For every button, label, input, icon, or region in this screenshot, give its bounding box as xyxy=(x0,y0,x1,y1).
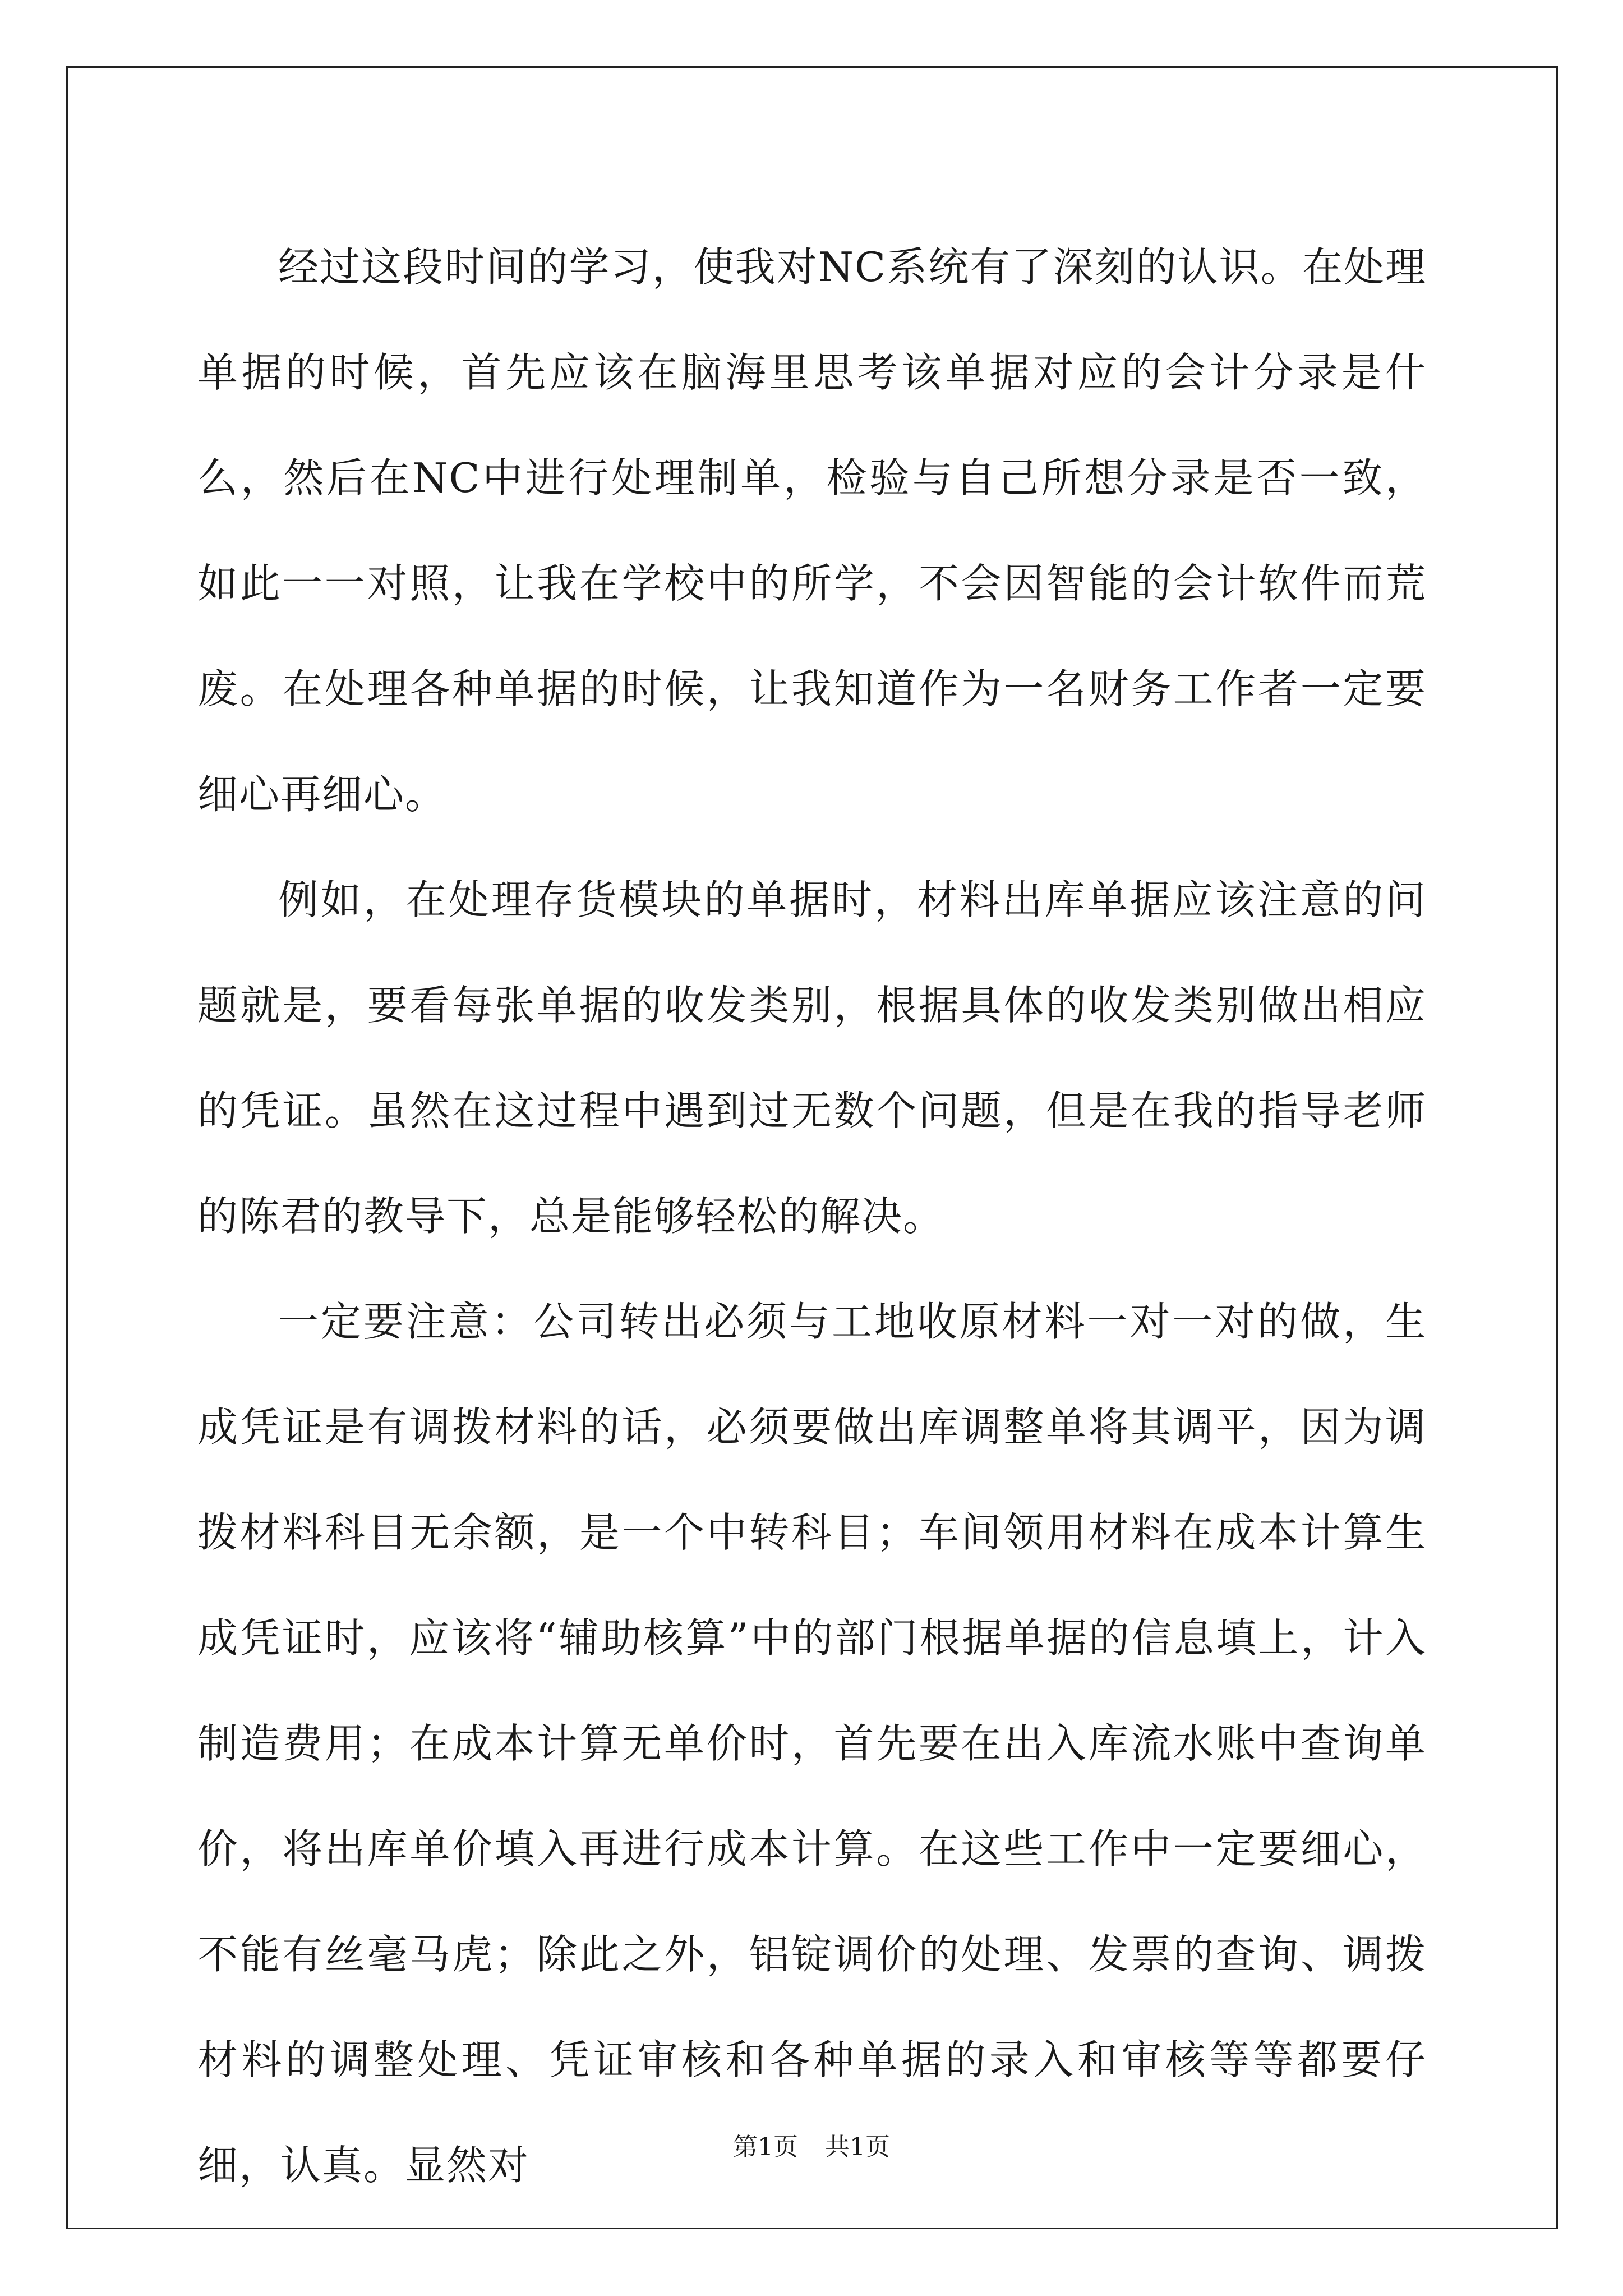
page-total: 共1页 xyxy=(825,2133,890,2161)
page-number: 第1页 xyxy=(733,2133,798,2161)
page-footer xyxy=(0,2131,1623,2164)
paragraph-1: 经过这段时间的学习，使我对NC系统有了深刻的认识。在处理单据的时候，首先应该在脑海里思考该单据对应的会计分录是什么，然后在NC中进行处理制单，检验与自己所想分录是否一致，如此一一对照，让我在学校中的所学，不会因智能的会计软件而荒废。在处理各种单据的时候，让我知道作为一名财务工作者一定要细心再细心。 xyxy=(197,243,1427,818)
paragraph-3: 一定要注意：公司转出必须与工地收原材料一对一对的做，生成凭证是有调拨材料的话，必须要做出库调整单将其调平，因为调拨材料科目无余额，是一个中转科目；车间领用材料在成本计算生成凭证时，应该将“辅助核算”中的部门根据单据的信息填上，计入制造费用；在成本计算无单价时，首先要在出入库流水账中查询单价，将出库单价填入再进行成本计算。在这些工作中一定要细心，不能有丝毫马虎；除此之外，铝锭调价的处理、发票的查询、调拨材料的调整处理、凭证审核和各种单据的录入和审核等等都要仔细，认真。显然对 xyxy=(197,1298,1427,2189)
paragraph-2: 例如，在处理存货模块的单据时，材料出库单据应该注意的问题就是，要看每张单据的收发类别，根据具体的收发类别做出相应的凭证。虽然在这过程中遇到过无数个问题，但是在我的指导老师的陈君的教导下，总是能够轻松的解决。 xyxy=(197,876,1427,1240)
document-body xyxy=(197,214,1427,2218)
